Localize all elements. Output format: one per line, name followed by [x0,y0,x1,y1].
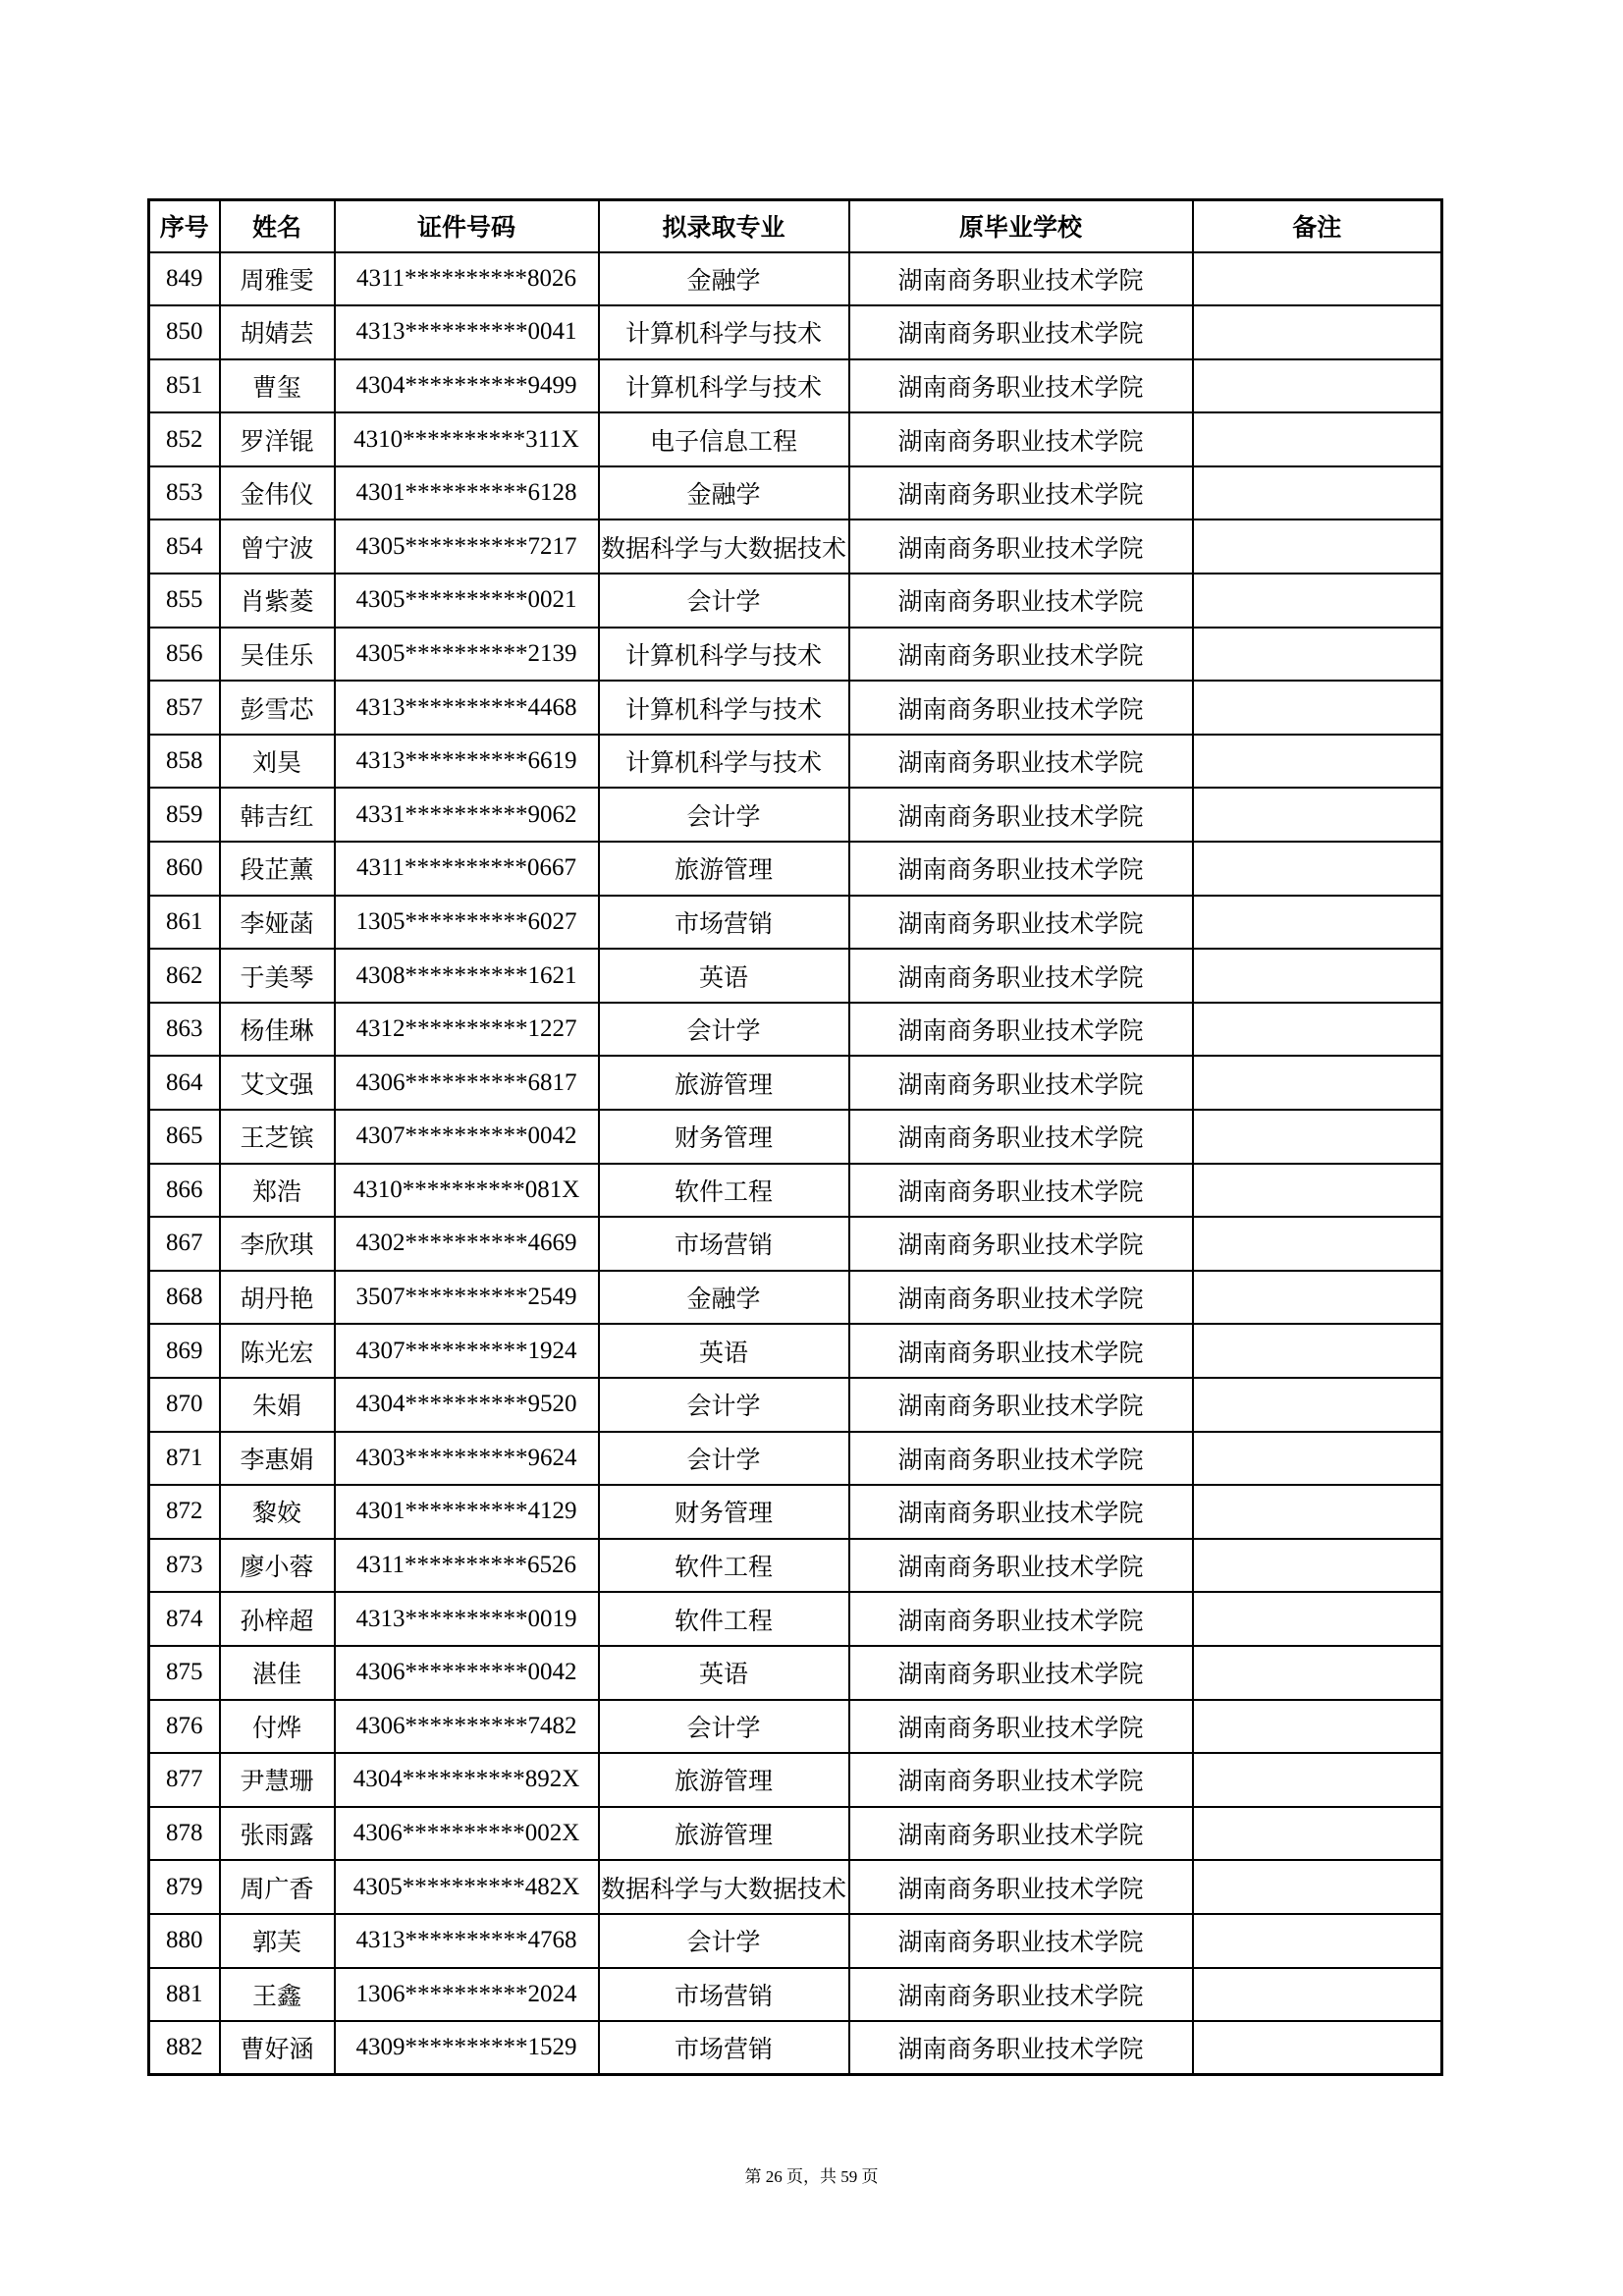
table-row [149,896,1442,950]
id-cell: 4304**********9520 [335,1378,599,1432]
major-cell: 计算机科学与技术 [599,628,849,682]
table-row [149,1539,1442,1593]
name-cell: 曾宁波 [220,519,335,574]
major-cell: 计算机科学与技术 [599,359,849,413]
table-row [149,735,1442,789]
table-row [149,1110,1442,1164]
table-row [149,1432,1442,1486]
id-cell: 4301**********6128 [335,466,599,520]
table-row [149,1592,1442,1646]
remark-cell [1193,1968,1442,2022]
id-cell: 4306**********002X [335,1807,599,1861]
remark-cell [1193,1700,1442,1754]
remark-cell [1193,842,1442,896]
name-cell: 于美琴 [220,949,335,1003]
seq-cell: 879 [149,1860,220,1914]
header-remark: 备注 [1193,200,1442,252]
major-cell: 会计学 [599,1700,849,1754]
seq-cell: 859 [149,788,220,842]
major-cell: 市场营销 [599,896,849,950]
seq-cell: 858 [149,735,220,789]
id-cell: 4331**********9062 [335,788,599,842]
seq-cell: 857 [149,681,220,735]
school-cell: 湖南商务职业技术学院 [849,681,1193,735]
seq-cell: 876 [149,1700,220,1754]
page-footer: 第 26 页，共 59 页 [744,2167,879,2186]
school-cell: 湖南商务职业技术学院 [849,735,1193,789]
id-cell: 4312**********1227 [335,1003,599,1057]
name-cell: 段芷薰 [220,842,335,896]
id-cell: 4306**********6817 [335,1056,599,1110]
id-cell: 4305**********7217 [335,519,599,574]
major-cell: 市场营销 [599,1968,849,2022]
seq-cell: 856 [149,628,220,682]
id-cell: 4309**********1529 [335,2021,599,2075]
name-cell: 付烨 [220,1700,335,1754]
header-major: 拟录取专业 [599,200,849,252]
major-cell: 旅游管理 [599,842,849,896]
school-cell: 湖南商务职业技术学院 [849,1700,1193,1754]
seq-cell: 852 [149,412,220,466]
name-cell: 朱娟 [220,1378,335,1432]
name-cell: 尹慧珊 [220,1753,335,1807]
major-cell: 软件工程 [599,1592,849,1646]
major-cell: 会计学 [599,574,849,628]
school-cell: 湖南商务职业技术学院 [849,412,1193,466]
seq-cell: 882 [149,2021,220,2075]
school-cell: 湖南商务职业技术学院 [849,359,1193,413]
id-cell: 4307**********1924 [335,1324,599,1378]
major-cell: 英语 [599,1646,849,1700]
table-row [149,1700,1442,1754]
remark-cell [1193,1914,1442,1968]
seq-cell: 863 [149,1003,220,1057]
table-row [149,628,1442,682]
seq-cell: 869 [149,1324,220,1378]
major-cell: 财务管理 [599,1110,849,1164]
table-row [149,1860,1442,1914]
id-cell: 4305**********482X [335,1860,599,1914]
name-cell: 李惠娟 [220,1432,335,1486]
name-cell: 孙梓超 [220,1592,335,1646]
remark-cell [1193,519,1442,574]
remark-cell [1193,1807,1442,1861]
school-cell: 湖南商务职业技术学院 [849,1485,1193,1539]
remark-cell [1193,1324,1442,1378]
major-cell: 软件工程 [599,1164,849,1218]
major-cell: 计算机科学与技术 [599,305,849,359]
school-cell: 湖南商务职业技术学院 [849,1217,1193,1271]
seq-cell: 865 [149,1110,220,1164]
remark-cell [1193,1056,1442,1110]
table-row [149,519,1442,574]
table-row [149,1056,1442,1110]
roster-header [149,200,1442,252]
major-cell: 会计学 [599,1378,849,1432]
id-cell: 4311**********6526 [335,1539,599,1593]
table-row [149,1968,1442,2022]
school-cell: 湖南商务职业技术学院 [849,1860,1193,1914]
major-cell: 数据科学与大数据技术 [599,1860,849,1914]
name-cell: 陈光宏 [220,1324,335,1378]
table-row [149,1914,1442,1968]
table-row [149,359,1442,413]
seq-cell: 866 [149,1164,220,1218]
school-cell: 湖南商务职业技术学院 [849,574,1193,628]
school-cell: 湖南商务职业技术学院 [849,1753,1193,1807]
roster-body [149,252,1442,2075]
seq-cell: 850 [149,305,220,359]
school-cell: 湖南商务职业技术学院 [849,466,1193,520]
name-cell: 湛佳 [220,1646,335,1700]
major-cell: 旅游管理 [599,1056,849,1110]
school-cell: 湖南商务职业技术学院 [849,1914,1193,1968]
table-row [149,1378,1442,1432]
id-cell: 4313**********4468 [335,681,599,735]
table-row [149,1271,1442,1325]
name-cell: 王鑫 [220,1968,335,2022]
name-cell: 曹好涵 [220,2021,335,2075]
name-cell: 曹玺 [220,359,335,413]
name-cell: 杨佳琳 [220,1003,335,1057]
remark-cell [1193,1110,1442,1164]
school-cell: 湖南商务职业技术学院 [849,1271,1193,1325]
id-cell: 4306**********0042 [335,1646,599,1700]
table-row [149,1646,1442,1700]
school-cell: 湖南商务职业技术学院 [849,1646,1193,1700]
name-cell: 罗洋锟 [220,412,335,466]
id-cell: 4310**********311X [335,412,599,466]
id-cell: 4311**********8026 [335,252,599,306]
id-cell: 4303**********9624 [335,1432,599,1486]
seq-cell: 872 [149,1485,220,1539]
table-row [149,252,1442,306]
seq-cell: 881 [149,1968,220,2022]
school-cell: 湖南商务职业技术学院 [849,788,1193,842]
id-cell: 4310**********081X [335,1164,599,1218]
table-row [149,1164,1442,1218]
name-cell: 周雅雯 [220,252,335,306]
seq-cell: 851 [149,359,220,413]
table-row [149,1324,1442,1378]
seq-cell: 875 [149,1646,220,1700]
table-row [149,1753,1442,1807]
header-seq: 序号 [149,200,220,252]
major-cell: 会计学 [599,1914,849,1968]
id-cell: 4301**********4129 [335,1485,599,1539]
remark-cell [1193,1003,1442,1057]
name-cell: 彭雪芯 [220,681,335,735]
remark-cell [1193,466,1442,520]
id-cell: 4313**********4768 [335,1914,599,1968]
school-cell: 湖南商务职业技术学院 [849,2021,1193,2075]
name-cell: 刘昊 [220,735,335,789]
id-cell: 4306**********7482 [335,1700,599,1754]
major-cell: 电子信息工程 [599,412,849,466]
school-cell: 湖南商务职业技术学院 [849,1003,1193,1057]
seq-cell: 877 [149,1753,220,1807]
seq-cell: 849 [149,252,220,306]
table-row [149,466,1442,520]
major-cell: 软件工程 [599,1539,849,1593]
id-cell: 4304**********892X [335,1753,599,1807]
id-cell: 4304**********9499 [335,359,599,413]
name-cell: 韩吉红 [220,788,335,842]
remark-cell [1193,305,1442,359]
seq-cell: 855 [149,574,220,628]
seq-cell: 868 [149,1271,220,1325]
table-row [149,949,1442,1003]
major-cell: 计算机科学与技术 [599,735,849,789]
header-school: 原毕业学校 [849,200,1193,252]
name-cell: 金伟仪 [220,466,335,520]
name-cell: 吴佳乐 [220,628,335,682]
id-cell: 1306**********2024 [335,1968,599,2022]
remark-cell [1193,1485,1442,1539]
seq-cell: 862 [149,949,220,1003]
school-cell: 湖南商务职业技术学院 [849,1807,1193,1861]
major-cell: 数据科学与大数据技术 [599,519,849,574]
seq-cell: 853 [149,466,220,520]
school-cell: 湖南商务职业技术学院 [849,1592,1193,1646]
header-id-number: 证件号码 [335,200,599,252]
school-cell: 湖南商务职业技术学院 [849,896,1193,950]
name-cell: 王芝镔 [220,1110,335,1164]
table-row [149,1485,1442,1539]
remark-cell [1193,1539,1442,1593]
seq-cell: 873 [149,1539,220,1593]
remark-cell [1193,788,1442,842]
name-cell: 胡丹艳 [220,1271,335,1325]
major-cell: 会计学 [599,1003,849,1057]
major-cell: 市场营销 [599,1217,849,1271]
name-cell: 郑浩 [220,1164,335,1218]
school-cell: 湖南商务职业技术学院 [849,628,1193,682]
major-cell: 计算机科学与技术 [599,681,849,735]
remark-cell [1193,1378,1442,1432]
remark-cell [1193,1217,1442,1271]
school-cell: 湖南商务职业技术学院 [849,519,1193,574]
table-row [149,681,1442,735]
seq-cell: 864 [149,1056,220,1110]
admission-roster-table [147,198,1443,2076]
major-cell: 会计学 [599,1432,849,1486]
name-cell: 李欣琪 [220,1217,335,1271]
name-cell: 胡婧芸 [220,305,335,359]
table-row [149,2021,1442,2075]
remark-cell [1193,359,1442,413]
name-cell: 郭芙 [220,1914,335,1968]
seq-cell: 871 [149,1432,220,1486]
school-cell: 湖南商务职业技术学院 [849,1324,1193,1378]
remark-cell [1193,412,1442,466]
remark-cell [1193,628,1442,682]
table-row [149,1003,1442,1057]
table-row [149,1217,1442,1271]
major-cell: 会计学 [599,788,849,842]
school-cell: 湖南商务职业技术学院 [849,1164,1193,1218]
id-cell: 3507**********2549 [335,1271,599,1325]
name-cell: 黎姣 [220,1485,335,1539]
id-cell: 4307**********0042 [335,1110,599,1164]
seq-cell: 870 [149,1378,220,1432]
remark-cell [1193,681,1442,735]
school-cell: 湖南商务职业技术学院 [849,1378,1193,1432]
school-cell: 湖南商务职业技术学院 [849,252,1193,306]
remark-cell [1193,574,1442,628]
school-cell: 湖南商务职业技术学院 [849,949,1193,1003]
school-cell: 湖南商务职业技术学院 [849,1968,1193,2022]
school-cell: 湖南商务职业技术学院 [849,1432,1193,1486]
id-cell: 4313**********0041 [335,305,599,359]
name-cell: 艾文强 [220,1056,335,1110]
header-name: 姓名 [220,200,335,252]
header-row [149,200,1442,252]
remark-cell [1193,2021,1442,2075]
seq-cell: 861 [149,896,220,950]
remark-cell [1193,735,1442,789]
name-cell: 廖小蓉 [220,1539,335,1593]
major-cell: 旅游管理 [599,1753,849,1807]
table-row [149,788,1442,842]
seq-cell: 878 [149,1807,220,1861]
major-cell: 财务管理 [599,1485,849,1539]
remark-cell [1193,1753,1442,1807]
name-cell: 李娅菡 [220,896,335,950]
name-cell: 肖紫菱 [220,574,335,628]
id-cell: 4313**********0019 [335,1592,599,1646]
name-cell: 张雨露 [220,1807,335,1861]
school-cell: 湖南商务职业技术学院 [849,842,1193,896]
remark-cell [1193,1164,1442,1218]
table-row [149,412,1442,466]
table-row [149,1807,1442,1861]
school-cell: 湖南商务职业技术学院 [849,305,1193,359]
table-row [149,574,1442,628]
major-cell: 金融学 [599,252,849,306]
major-cell: 旅游管理 [599,1807,849,1861]
name-cell: 周广香 [220,1860,335,1914]
remark-cell [1193,896,1442,950]
major-cell: 金融学 [599,466,849,520]
seq-cell: 867 [149,1217,220,1271]
id-cell: 4305**********2139 [335,628,599,682]
table-row [149,842,1442,896]
school-cell: 湖南商务职业技术学院 [849,1056,1193,1110]
school-cell: 湖南商务职业技术学院 [849,1539,1193,1593]
id-cell: 4308**********1621 [335,949,599,1003]
remark-cell [1193,1592,1442,1646]
id-cell: 1305**********6027 [335,896,599,950]
major-cell: 市场营销 [599,2021,849,2075]
major-cell: 英语 [599,949,849,1003]
id-cell: 4302**********4669 [335,1217,599,1271]
remark-cell [1193,1860,1442,1914]
id-cell: 4311**********0667 [335,842,599,896]
table-row [149,305,1442,359]
remark-cell [1193,252,1442,306]
remark-cell [1193,1646,1442,1700]
remark-cell [1193,1432,1442,1486]
school-cell: 湖南商务职业技术学院 [849,1110,1193,1164]
id-cell: 4305**********0021 [335,574,599,628]
remark-cell [1193,949,1442,1003]
major-cell: 金融学 [599,1271,849,1325]
seq-cell: 854 [149,519,220,574]
id-cell: 4313**********6619 [335,735,599,789]
seq-cell: 880 [149,1914,220,1968]
remark-cell [1193,1271,1442,1325]
seq-cell: 874 [149,1592,220,1646]
seq-cell: 860 [149,842,220,896]
major-cell: 英语 [599,1324,849,1378]
